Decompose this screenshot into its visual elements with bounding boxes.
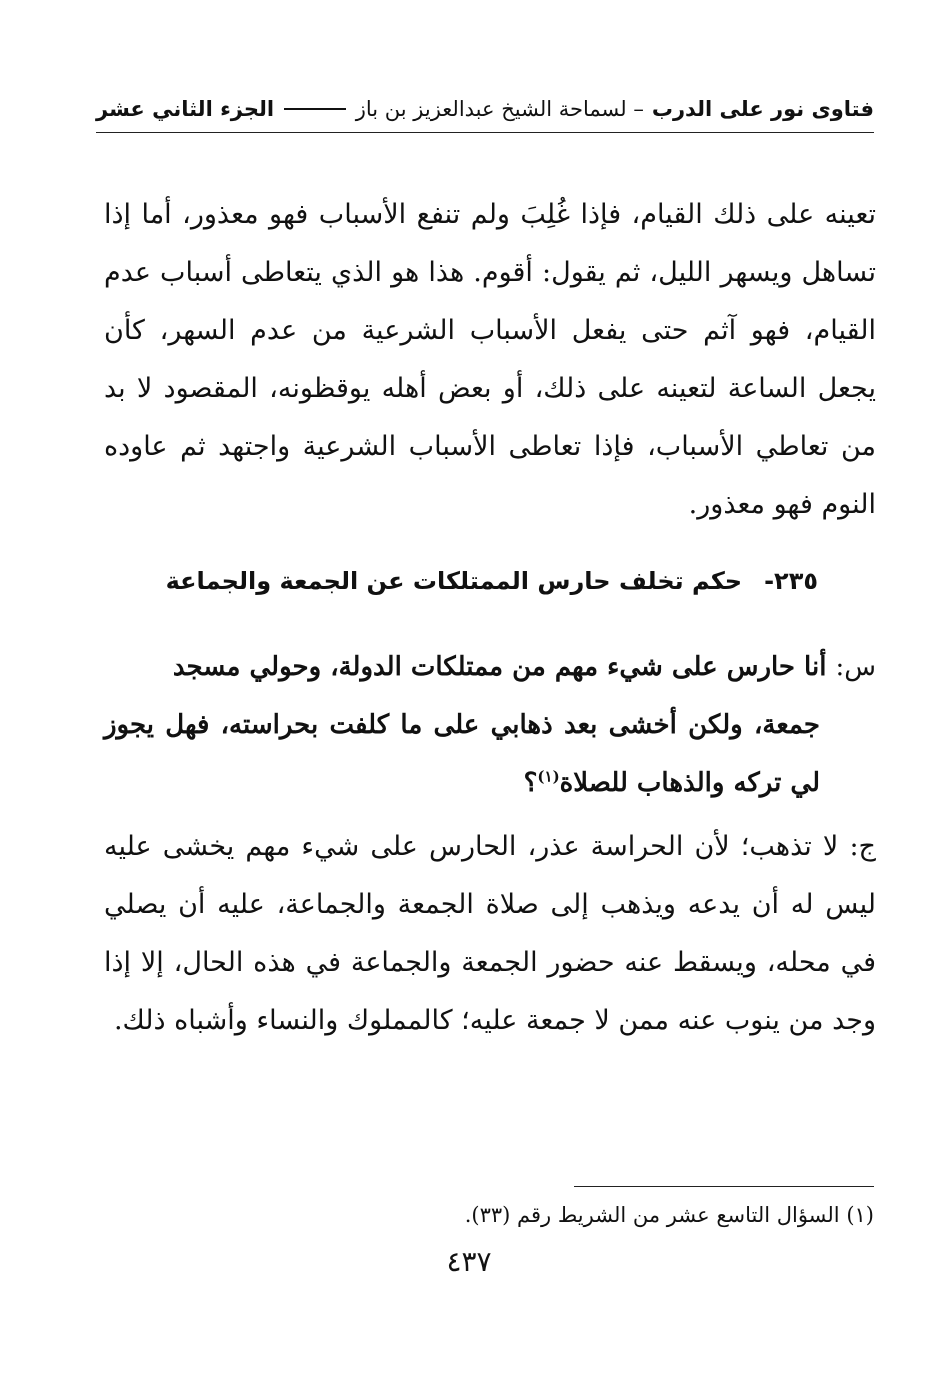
question-block [104,638,876,812]
question-text: جمعة، ولكن أخشى بعد ذهابي على ما كلفت بحراسته، فهل يجوز لي تركه والذهاب للصلاة [104,710,820,798]
question-continuation [104,696,876,812]
answer-text: لا تذهب؛ لأن الحراسة عذر، الحارس على شيء مهم يخشى عليه ليس له أن يدعه ويذهب إلى صلاة الجمعة والجماعة، عليه أن يصلي في محله، ويسقط عنه حضور الجمعة والجماعة في هذه الحال، إلا إذا وجد من ينوب عنه ممن لا جمعة عليه؛ كالمملوك والنساء وأشباه ذلك. [104,831,876,1036]
footnote: (١) السؤال التاسع عشر من الشريط رقم (٣٣). [464,1203,874,1227]
section-title: حكم تخلف حارس الممتلكات عن الجمعة والجماعة [165,567,743,595]
answer-block [104,818,876,1050]
question-label: س: [835,652,876,682]
header-rule [284,108,346,110]
paragraph-continued: تعينه على ذلك القيام، فإذا غُلِبَ ولم تنفع الأسباب فهو معذور، أما إذا تساهل ويسهر الليل، ثم يقول: أقوم. هذا هو الذي يتعاطى أسباب عدم القيام، فهو آثم حتى يفعل الأسباب الشرعية من عدم السهر، كأن يجعل الساعة لتعينه على ذلك، أو بعض أهله يوقظونه، المقصود لا بد من تعاطي الأسباب، فإذا تعاطى الأسباب الشرعية واجتهد ثم عاوده النوم فهو معذور. [104,199,876,520]
author-name: – لسماحة الشيخ عبدالعزيز بن باز [355,97,644,121]
page-number: ٤٣٧ [446,1245,492,1278]
running-header [96,92,874,126]
series-title: فتاوى نور على الدرب [651,97,874,121]
question-first-line: أنا حارس على شيء مهم من ممتلكات الدولة، وحولي مسجد [172,652,827,682]
header-divider [96,132,874,133]
footnote-divider [574,1186,874,1187]
section-number: ٢٣٥- [764,567,818,595]
volume-label: الجزء الثاني عشر [96,97,275,121]
section-heading [165,567,818,595]
question-mark: ؟ [523,768,538,798]
footnote-reference: (١) [537,767,560,786]
answer-label: ج: [849,831,876,862]
